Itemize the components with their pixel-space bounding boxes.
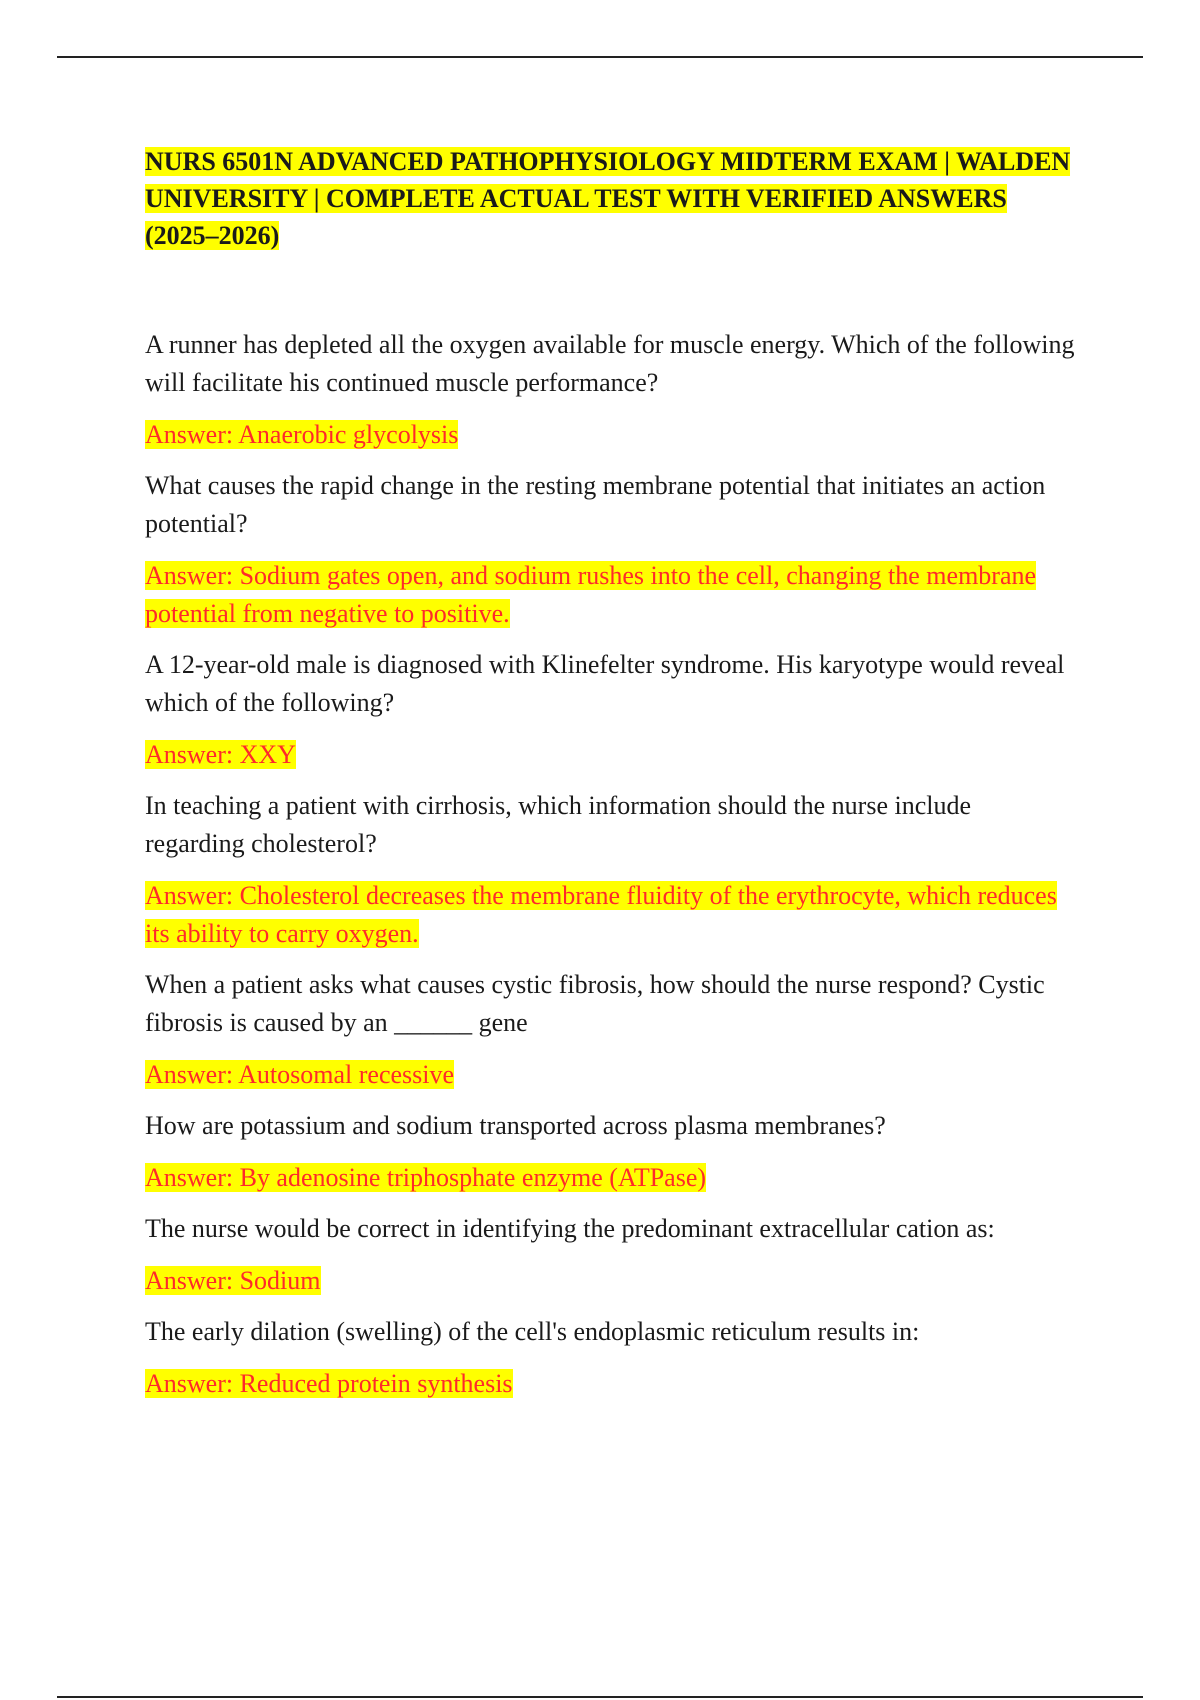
qa-item bbox=[145, 1313, 1075, 1403]
answer-block bbox=[145, 736, 1075, 774]
question-text: The nurse would be correct in identifying the predominant extracellular cation as: bbox=[145, 1214, 995, 1243]
question-text: How are potassium and sodium transported across plasma membranes? bbox=[145, 1111, 886, 1140]
answer-block bbox=[145, 877, 1075, 953]
answer-block bbox=[145, 1365, 1075, 1403]
qa-item bbox=[145, 1210, 1075, 1300]
question-text: What causes the rapid change in the resting membrane potential that initiates an action potential? bbox=[145, 471, 1046, 538]
question-text: In teaching a patient with cirrhosis, which information should the nurse include regarding cholesterol? bbox=[145, 791, 972, 858]
document-body bbox=[145, 143, 1075, 1416]
answer-text: Answer: Sodium gates open, and sodium rushes into the cell, changing the membrane potential from negative to positive. bbox=[145, 561, 1037, 628]
qa-item bbox=[145, 646, 1075, 774]
answer-text: Answer: Cholesterol decreases the membrane fluidity of the erythrocyte, which reduces its ability to carry oxygen. bbox=[145, 881, 1057, 948]
question-text: A 12-year-old male is diagnosed with Klinefelter syndrome. His karyotype would reveal which of the following? bbox=[145, 650, 1065, 717]
answer-text: Answer: Anaerobic glycolysis bbox=[145, 420, 459, 449]
question-text: The early dilation (swelling) of the cell's endoplasmic reticulum results in: bbox=[145, 1317, 920, 1346]
answer-text: Answer: Reduced protein synthesis bbox=[145, 1369, 513, 1398]
qa-item bbox=[145, 326, 1075, 454]
answer-block bbox=[145, 1262, 1075, 1300]
question-text: When a patient asks what causes cystic fibrosis, how should the nurse respond? Cystic fibrosis is caused by an ______ gene bbox=[145, 970, 1045, 1037]
question-text: A runner has depleted all the oxygen available for muscle energy. Which of the following will facilitate his continued muscle performance? bbox=[145, 330, 1075, 397]
answer-block bbox=[145, 1159, 1075, 1197]
answer-text: Answer: Autosomal recessive bbox=[145, 1060, 455, 1089]
answer-text: Answer: Sodium bbox=[145, 1266, 321, 1295]
document-title bbox=[145, 143, 1075, 254]
qa-item bbox=[145, 467, 1075, 633]
qa-item bbox=[145, 1107, 1075, 1197]
qa-item bbox=[145, 787, 1075, 953]
answer-text: Answer: XXY bbox=[145, 740, 296, 769]
answer-block bbox=[145, 557, 1075, 633]
answer-block bbox=[145, 1056, 1075, 1094]
top-rule bbox=[57, 56, 1143, 58]
answer-block bbox=[145, 416, 1075, 454]
document-title-text: NURS 6501N ADVANCED PATHOPHYSIOLOGY MIDTERM EXAM | WALDEN UNIVERSITY | COMPLETE ACTUAL TEST WITH VERIFIED ANSWERS (2025–2026) bbox=[145, 147, 1071, 250]
answer-text: Answer: By adenosine triphosphate enzyme (ATPase) bbox=[145, 1163, 707, 1192]
bottom-rule bbox=[57, 1696, 1143, 1698]
qa-item bbox=[145, 966, 1075, 1094]
